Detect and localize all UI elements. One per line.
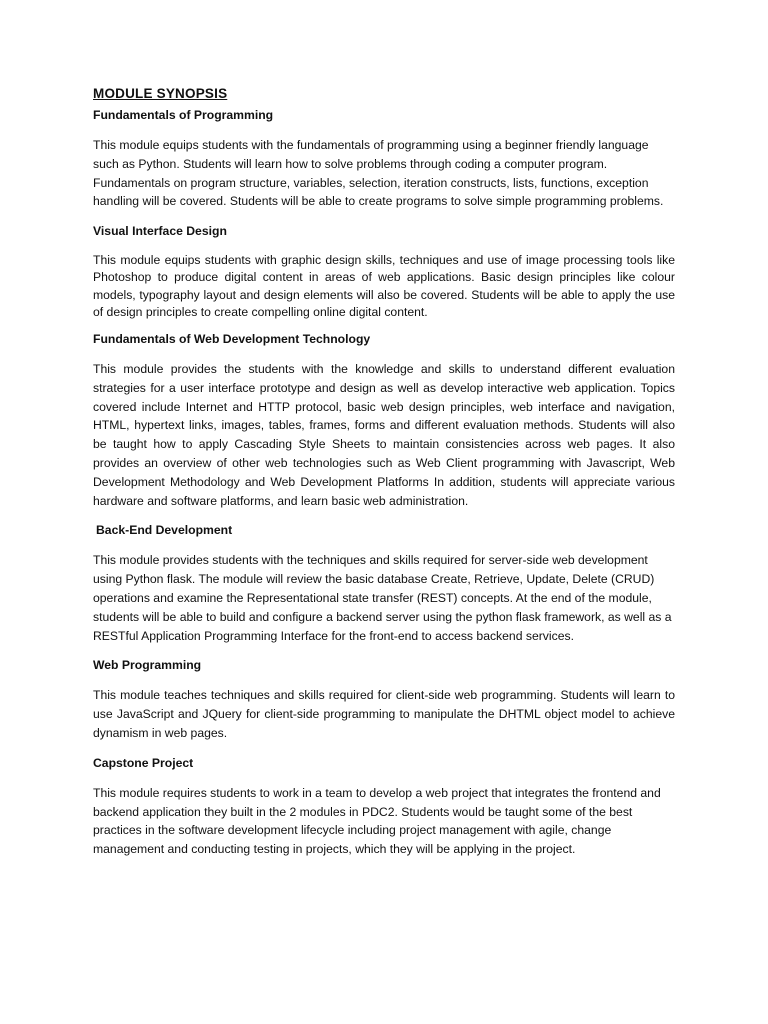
section-body-back-end-development: This module provides students with the techniques and skills required for server-side web development using Python flask. The module will review the basic database Create, Retrieve, Update, Delete (CRUD) operations and examine the Representational state transfer (REST) concepts. At the end of the module, students will be able to build and configure a backend server using the python flask framework, as well as a RESTful Application Programming Interface for the front-end to access backend services. [93,553,672,643]
section-body-web-dev-technology: This module provides the students with the knowledge and skills to understand different evaluation strategies for a user interface prototype and design as well as develop interactive web application. Topics covered include Internet and HTTP protocol, basic web design principles, web interface and navigation, HTML, hypertext links, images, tables, frames, forms and different evaluation methods. Students will also be taught how to apply Cascading Style Sheets to maintain consistencies across web pages. It also provides an overview of other web technologies such as Web Client programming with Javascript, Web Development Methodology and Web Development Platforms In addition, students will appreciate various hardware and software platforms, and learn basic web administration. [93,362,675,508]
section-body-web-programming: This module teaches techniques and skills required for client-side web programming. Students will learn to use JavaScript and JQuery for client-side programming to manipulate the DHTML object model to achieve dynamism in web pages. [93,688,675,740]
section-body-capstone-project: This module requires students to work in a team to develop a web project that integrates the frontend and backend application they built in the 2 modules in PDC2. Students would be taught some of the best practices in the software development lifecycle including project management with agile, change management and conducting testing in projects, which they will be applying in the project. [93,785,661,857]
section-body-fundamentals-programming: This module equips students with the fundamentals of programming using a beginner friendly language such as Python. Students will learn how to solve problems through coding a computer program. Fundamentals on program structure, variables, selection, iteration constructs, lists, functions, exception handling will be covered. Students will be able to create programs to solve simple programming problems. [93,138,664,209]
section-body-visual-interface-design: This module equips students with graphic design skills, techniques and use of image processing tools like Photoshop to produce digital content in areas of web applications. Basic design principles like colour models, typography layout and design elements will also be covered. Students will be able to apply the use of design principles to create compelling online digital content. [93,253,675,319]
section-heading-fundamentals-programming: Fundamentals of Programming [93,108,274,122]
page-title: MODULE SYNOPSIS [93,86,228,101]
section-heading-back-end-development: Back-End Development [96,523,233,538]
section-heading-capstone-project: Capstone Project [93,755,194,770]
section-heading-visual-interface-design: Visual Interface Design [93,224,227,239]
section-heading-web-programming: Web Programming [93,658,202,673]
section-heading-web-dev-technology: Fundamentals of Web Development Technology [93,332,371,346]
